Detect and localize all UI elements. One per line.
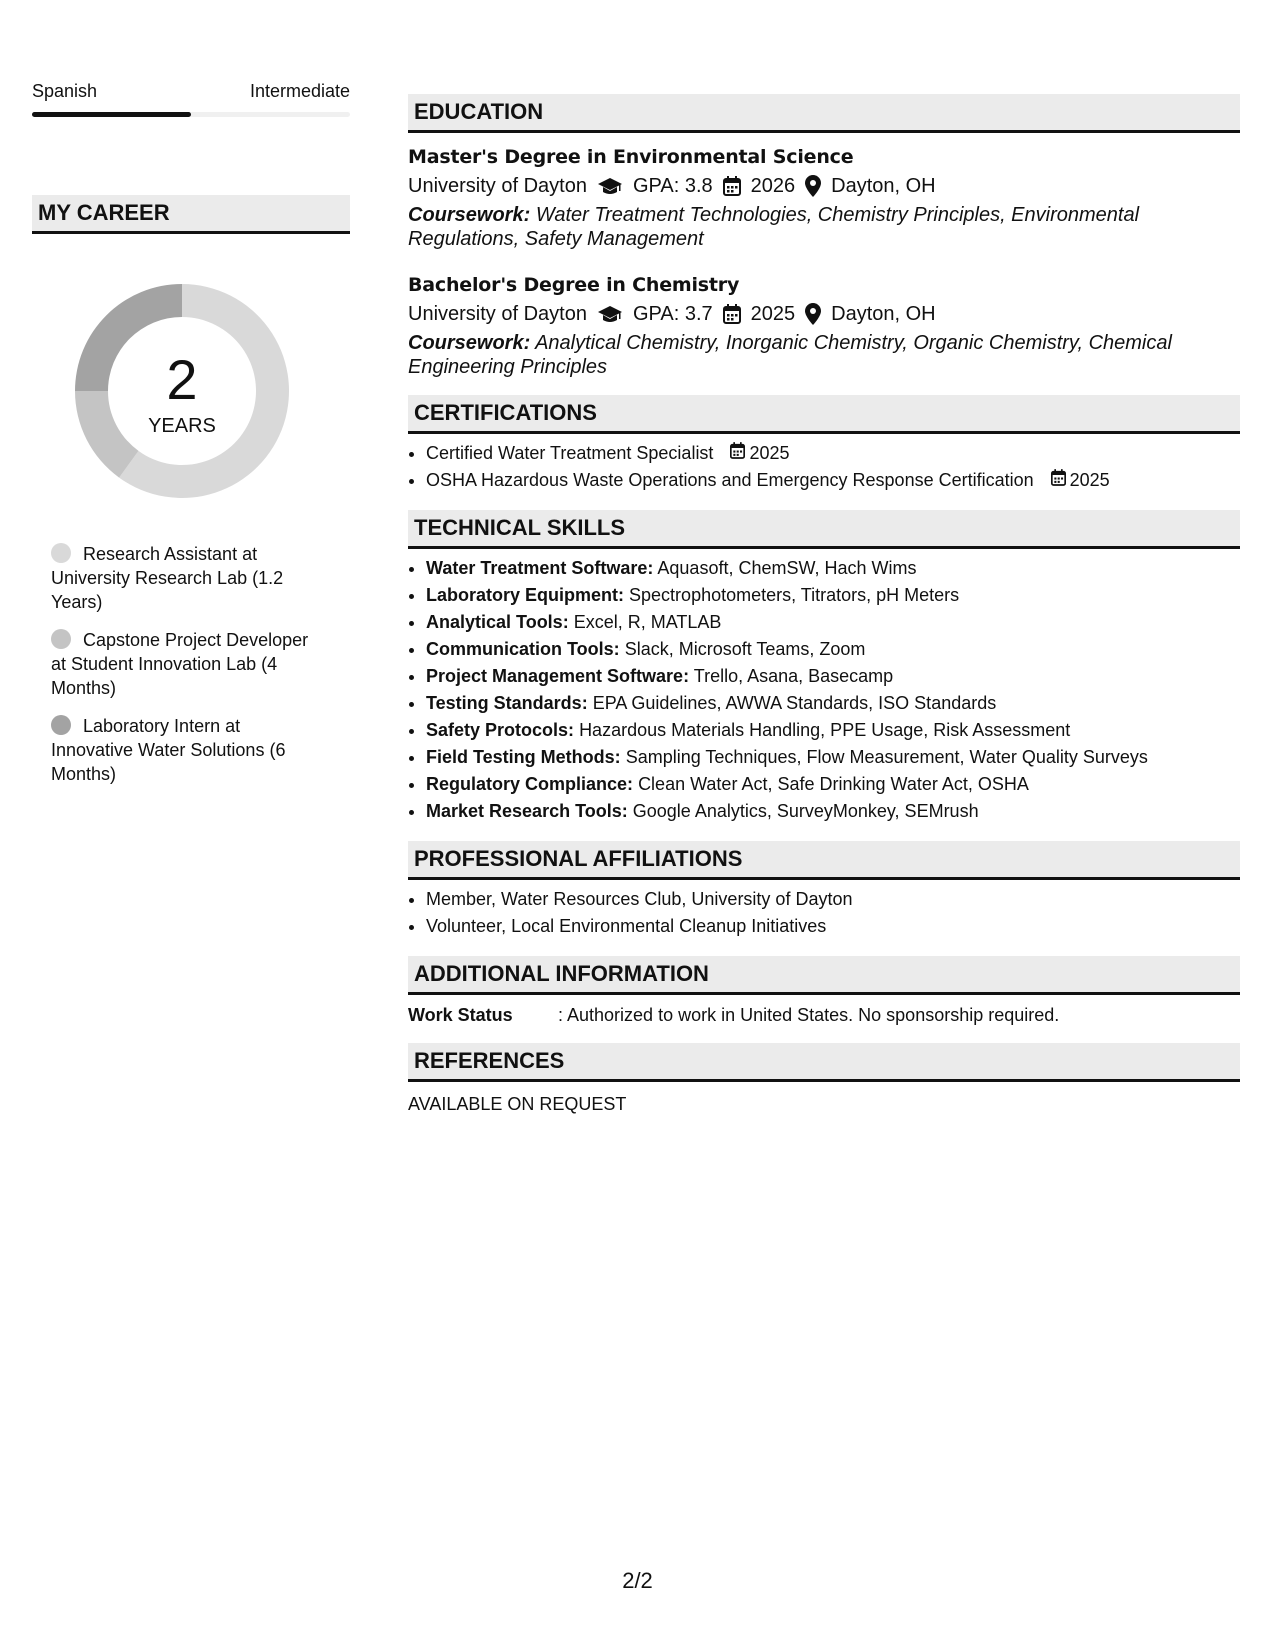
certification-name: Certified Water Treatment Specialist [426,443,714,463]
language-bar [32,112,350,117]
skill-value: Hazardous Materials Handling, PPE Usage, Risk Assessment [579,720,1071,740]
skill-item [426,717,1240,744]
career-roles [32,542,321,786]
career-role [51,714,321,786]
coursework-label: Coursework: [408,332,531,354]
degree-location: Dayton, OH [831,303,936,325]
affiliations-section [408,841,1240,940]
work-status-value: : Authorized to work in United States. No sponsorship required. [558,1005,1060,1025]
skill-value: Trello, Asana, Basecamp [693,666,894,686]
coursework-label: Coursework: [408,204,531,226]
left-column [32,80,350,800]
gpa: GPA: 3.8 [632,175,713,197]
coursework [408,203,1240,251]
career-role [51,542,321,614]
calendar-icon [1051,467,1070,494]
affiliation-item: • Member, Water Resources Club, University of Dayton [426,886,1240,913]
career-role-text: Research Assistant at University Research Lab (1.2 Years) [51,544,284,612]
degree-year: 2025 [750,303,796,325]
references-section [408,1043,1240,1116]
skill-label: Market Research Tools: [426,801,628,821]
degree-title: Master's Degree in Environmental Science [408,146,854,168]
calendar-icon [723,304,741,324]
certification-year: 2025 [749,443,790,463]
career-role-text: Capstone Project Developer at Student Innovation Lab (4 Months) [51,630,309,698]
graduation-cap-icon [597,304,623,324]
degree-entry [408,271,1240,379]
skill-value: Sampling Techniques, Flow Measurement, Water Quality Surveys [625,747,1148,767]
career-years-unit: YEARS [148,415,216,437]
coursework-list: Analytical Chemistry, Inorganic Chemistry, Organic Chemistry, Chemical Engineering Principles [408,332,1172,378]
calendar-icon [730,440,749,467]
language-name: Spanish [32,81,98,101]
degree-year: 2026 [750,175,796,197]
skill-item [426,663,1240,690]
section-heading: PROFESSIONAL AFFILIATIONS [408,841,1240,880]
certification-year: 2025 [1069,470,1110,490]
skill-label: Field Testing Methods: [426,747,621,767]
career-role [51,628,321,700]
legend-dot [51,629,71,649]
skill-label: Analytical Tools: [426,612,569,632]
skill-value: Google Analytics, SurveyMonkey, SEMrush [632,801,979,821]
skill-value: Clean Water Act, Safe Drinking Water Act, OSHA [638,774,1029,794]
skill-label: Laboratory Equipment: [426,585,625,605]
skill-item [426,636,1240,663]
skill-label: Communication Tools: [426,639,620,659]
skill-label: Testing Standards: [426,693,588,713]
school-name: University of Dayton [408,303,587,325]
coursework-list: Water Treatment Technologies, Chemistry Principles, Environmental Regulations, Safety Management [408,204,1140,250]
skill-item [426,582,1240,609]
education-section [408,94,1240,379]
page-number: 2/2 [622,1568,653,1593]
school-name: University of Dayton [408,175,587,197]
degree-title: Bachelor's Degree in Chemistry [408,274,740,296]
certification-item [426,467,1240,494]
language-level: Intermediate [249,81,350,101]
degree-entry [408,143,1240,251]
section-heading: ADDITIONAL INFORMATION [408,956,1240,995]
skill-value: Slack, Microsoft Teams, Zoom [624,639,866,659]
degree-location: Dayton, OH [831,175,936,197]
language-entry [32,80,350,117]
skill-value: Aquasoft, ChemSW, Hach Wims [657,558,917,578]
section-heading: EDUCATION [408,94,1240,133]
skill-value: Spectrophotometers, Titrators, pH Meters [629,585,960,605]
skill-label: Water Treatment Software: [426,558,654,578]
gpa: GPA: 3.7 [632,303,713,325]
skill-item [426,744,1240,771]
section-heading: CERTIFICATIONS [408,395,1240,434]
skill-item [426,798,1240,825]
career-heading: MY CAREER [32,195,350,234]
legend-dot [51,715,71,735]
coursework [408,331,1240,379]
certification-item [426,440,1240,467]
location-pin-icon [805,303,821,325]
career-donut [67,276,297,506]
skill-value: EPA Guidelines, AWWA Standards, ISO Standards [592,693,997,713]
certification-name: OSHA Hazardous Waste Operations and Emergency Response Certification [426,470,1034,490]
section-heading: TECHNICAL SKILLS [408,510,1240,549]
skill-item [426,690,1240,717]
location-pin-icon [805,175,821,197]
career-years-number: 2 [166,348,198,411]
calendar-icon [723,176,741,196]
language-bar-fill [32,112,191,117]
legend-dot [51,543,71,563]
skill-label: Safety Protocols: [426,720,575,740]
additional-info-section [408,956,1240,1027]
affiliation-item: • Volunteer, Local Environmental Cleanup Initiatives [426,913,1240,940]
skill-label: Regulatory Compliance: [426,774,634,794]
skill-label: Project Management Software: [426,666,690,686]
work-status-label: Work Status [408,1005,513,1025]
skills-section [408,510,1240,825]
certifications-section [408,395,1240,494]
skill-value: Excel, R, MATLAB [573,612,722,632]
skill-item [426,555,1240,582]
skill-item [426,609,1240,636]
graduation-cap-icon [597,176,623,196]
section-heading: REFERENCES [408,1043,1240,1082]
right-column [408,94,1240,1132]
skill-item [426,771,1240,798]
career-role-text: Laboratory Intern at Innovative Water Solutions (6 Months) [51,716,286,784]
references-text: AVAILABLE ON REQUEST [408,1094,627,1114]
